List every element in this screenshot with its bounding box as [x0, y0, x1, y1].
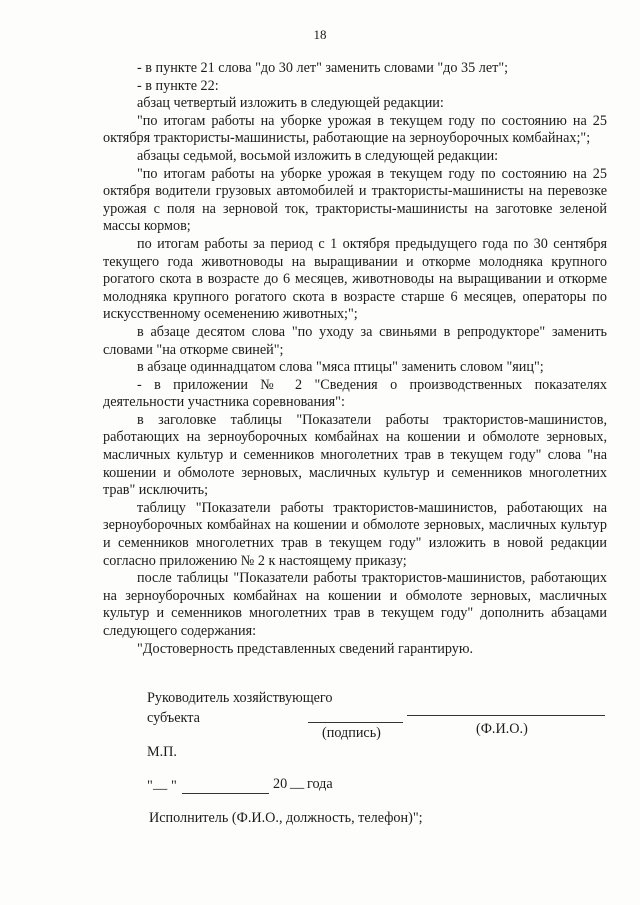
- date-year-suffix: года: [307, 776, 333, 792]
- name-line: [407, 715, 605, 716]
- paragraph: в заголовке таблицы "Показатели работы трактористов-машинистов, работающих на зерноуборочных комбайнах на кошении и обмолоте зерновых, масличных культур и семенников многолетних трав в текущем году" слова "на кошении и обмолоте зерновых, масличных культур и семенников многолетних трав" исключить;: [103, 411, 607, 499]
- paragraph: в абзаце десятом слова "по уходу за свиньями в репродукторе" заменить словами "на откорме свиней";: [103, 323, 607, 358]
- paragraph: абзацы седьмой, восьмой изложить в следующей редакции:: [137, 147, 499, 164]
- paragraph: - в приложении № 2 "Сведения о производственных показателях деятельности участника соревнования":: [103, 376, 607, 411]
- paragraph: после таблицы "Показатели работы трактористов-машинистов, работающих на зерноуборочных комбайнах на кошении и обмолоте зерновых, масличных культур и семенников многолетних трав в текущем году" дополнить абзацами следующего содержания:: [103, 570, 607, 639]
- date-year-blank: __: [290, 775, 305, 791]
- paragraph: - в пункте 22:: [137, 77, 219, 94]
- paragraph: по итогам работы за период с 1 октября предыдущего года по 30 сентября текущего года животноводы на выращивании и откорме молодняка крупного рогатого скота в возрасте до 6 месяцев, животноводы на выращивании и откорме молодняка крупного рогатого скота в возрасте старше 6 месяцев, операторы по искусственному осеменению животных;";: [103, 235, 607, 323]
- date-month-line: [182, 793, 269, 794]
- paragraph: "по итогам работы на уборке урожая в текущем году по состоянию на 25 октября трактористы-машинисты, работающие на зерноуборочных комбайнах;";: [103, 112, 607, 147]
- signature-line: [308, 722, 403, 723]
- name-caption: (Ф.И.О.): [476, 721, 528, 737]
- date-quote-close: ": [171, 778, 177, 794]
- stamp-label: М.П.: [147, 744, 177, 760]
- date-year-prefix: 20: [273, 776, 288, 792]
- executor-label: Исполнитель (Ф.И.О., должность, телефон)";: [149, 810, 423, 826]
- paragraph: в абзаце одиннадцатом слова "мяса птицы" заменить словом "яиц";: [137, 359, 544, 376]
- paragraph: "по итогам работы на уборке урожая в текущем году по состоянию на 25 октября водители грузовых автомобилей и трактористы-машинисты на перевозке урожая с поля на зерновой ток, трактористы-машинисты на заготовке зеленой массы кормов;: [103, 165, 607, 235]
- head-label-line1: Руководитель хозяйствующего: [147, 690, 333, 706]
- signature-caption: (подпись): [322, 725, 381, 741]
- paragraph: - в пункте 21 слова "до 30 лет" заменить словами "до 35 лет";: [137, 60, 509, 76]
- paragraph: абзац четвертый изложить в следующей редакции:: [137, 95, 444, 112]
- head-label-line2: субъекта: [147, 710, 200, 726]
- paragraph: таблицу "Показатели работы трактористов-машинистов, работающих на зерноуборочных комбайнах на кошении и обмолоте зерновых, масличных культур и семенников многолетних трав в текущем году" изложить в новой редакции согласно приложению № 2 к настоящему приказу;: [103, 499, 607, 569]
- date-quote-open: ": [147, 778, 153, 794]
- paragraph: "Достоверность представленных сведений гарантирую.: [137, 640, 474, 657]
- date-day-blank: __: [153, 776, 168, 792]
- page-number: 18: [313, 27, 327, 42]
